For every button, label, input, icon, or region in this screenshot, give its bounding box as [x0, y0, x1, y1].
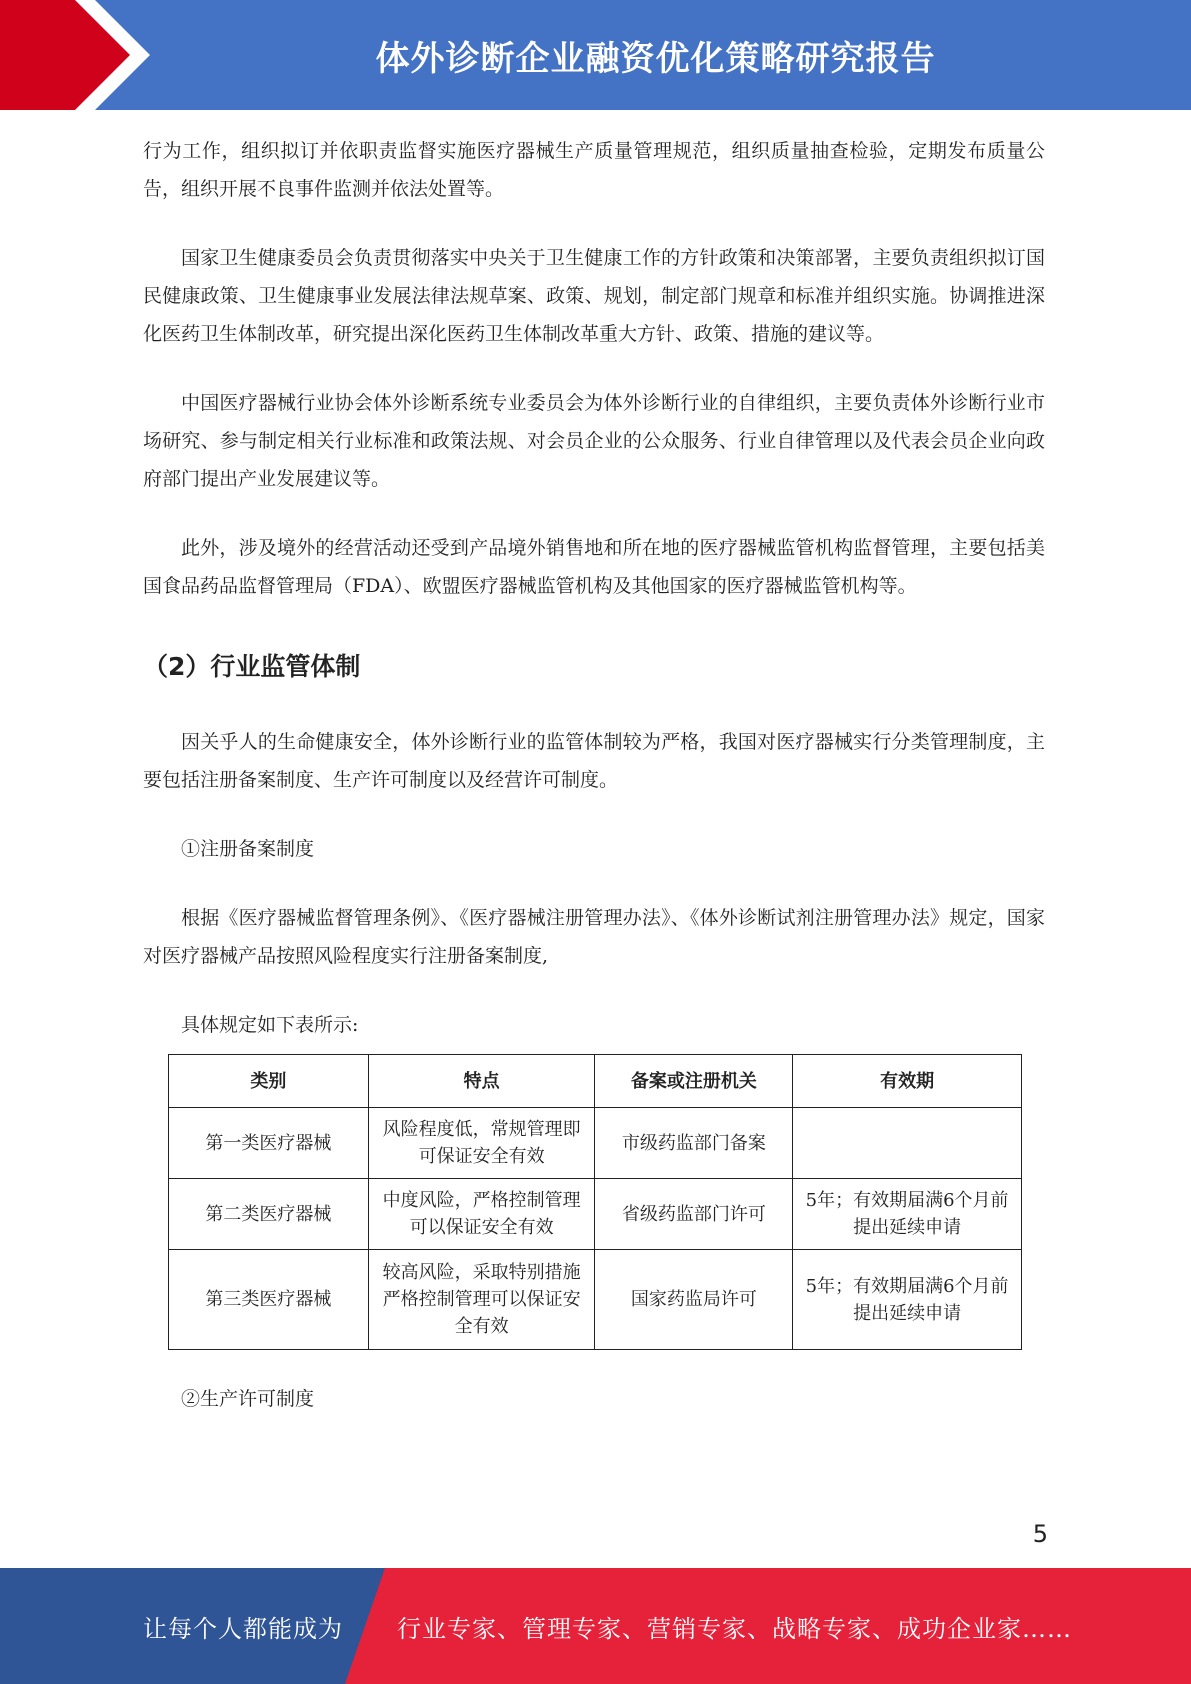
table-cell: 国家药监局许可	[595, 1250, 793, 1350]
footer-slogan-right: 行业专家、管理专家、营销专家、战略专家、成功企业家……	[397, 1614, 1072, 1643]
footer-slogan-left: 让每个人都能成为	[143, 1614, 343, 1643]
table-cell: 第三类医疗器械	[169, 1250, 369, 1350]
paragraph: 因关乎人的生命健康安全，体外诊断行业的监管体制较为严格，我国对医疗器械实行分类管理制度，主要包括注册备案制度、生产许可制度以及经营许可制度。	[143, 731, 1045, 791]
table-cell: 5年；有效期届满6个月前提出延续申请	[793, 1179, 1022, 1250]
paragraph: 中国医疗器械行业协会体外诊断系统专业委员会为体外诊断行业的自律组织，主要负责体外诊断行业市场研究、参与制定相关行业标准和政策法规、对会员企业的公众服务、行业自律管理以及代表会员企业向政府部门提出产业发展建议等。	[143, 392, 1045, 490]
table-cell: 中度风险，严格控制管理可以保证安全有效	[368, 1179, 595, 1250]
table-cell	[793, 1108, 1022, 1179]
paragraph: 此外，涉及境外的经营活动还受到产品境外销售地和所在地的医疗器械监管机构监督管理，主要包括美国食品药品监督管理局（FDA）、欧盟医疗器械监管机构及其他国家的医疗器械监管机构等。	[143, 537, 1045, 597]
section-heading: （2）行业监管体制	[143, 652, 361, 681]
table-cell: 第一类医疗器械	[169, 1108, 369, 1179]
page-footer	[0, 1568, 1191, 1684]
table-header-cell: 特点	[368, 1055, 595, 1108]
page-number: 5	[1032, 1520, 1048, 1548]
table-header-row	[169, 1055, 1022, 1108]
table-header-cell: 备案或注册机关	[595, 1055, 793, 1108]
table-cell: 市级药监部门备案	[595, 1108, 793, 1179]
table-cell: 第二类医疗器械	[169, 1179, 369, 1250]
paragraph: 根据《医疗器械监督管理条例》、《医疗器械注册管理办法》、《体外诊断试剂注册管理办法》规定，国家对医疗器械产品按照风险程度实行注册备案制度,	[143, 907, 1045, 967]
registration-table	[168, 1054, 1022, 1350]
table-cell: 省级药监部门许可	[595, 1179, 793, 1250]
table-header-cell: 类别	[169, 1055, 369, 1108]
subheading: ②生产许可制度	[181, 1388, 315, 1410]
table-row	[169, 1179, 1022, 1250]
table-row	[169, 1108, 1022, 1179]
table-row	[169, 1250, 1022, 1350]
table-cell: 风险程度低，常规管理即可保证安全有效	[368, 1108, 595, 1179]
subheading: ①注册备案制度	[181, 838, 315, 860]
table-cell: 5年；有效期届满6个月前提出延续申请	[793, 1250, 1022, 1350]
table-intro: 具体规定如下表所示:	[181, 1014, 359, 1036]
table-cell: 较高风险，采取特别措施严格控制管理可以保证安全有效	[368, 1250, 595, 1350]
page-header	[0, 0, 1191, 110]
paragraph: 行为工作，组织拟订并依职责监督实施医疗器械生产质量管理规范，组织质量抽查检验，定期发布质量公告，组织开展不良事件监测并依法处置等。	[143, 140, 1045, 200]
report-title: 体外诊断企业融资优化策略研究报告	[375, 38, 936, 79]
document-body	[143, 132, 1045, 1449]
paragraph: 国家卫生健康委员会负责贯彻落实中央关于卫生健康工作的方针政策和决策部署，主要负责组织拟订国民健康政策、卫生健康事业发展法律法规草案、政策、规划，制定部门规章和标准并组织实施。协调推进深化医药卫生体制改革，研究提出深化医药卫生体制改革重大方针、政策、措施的建议等。	[143, 247, 1045, 345]
table-header-cell: 有效期	[793, 1055, 1022, 1108]
